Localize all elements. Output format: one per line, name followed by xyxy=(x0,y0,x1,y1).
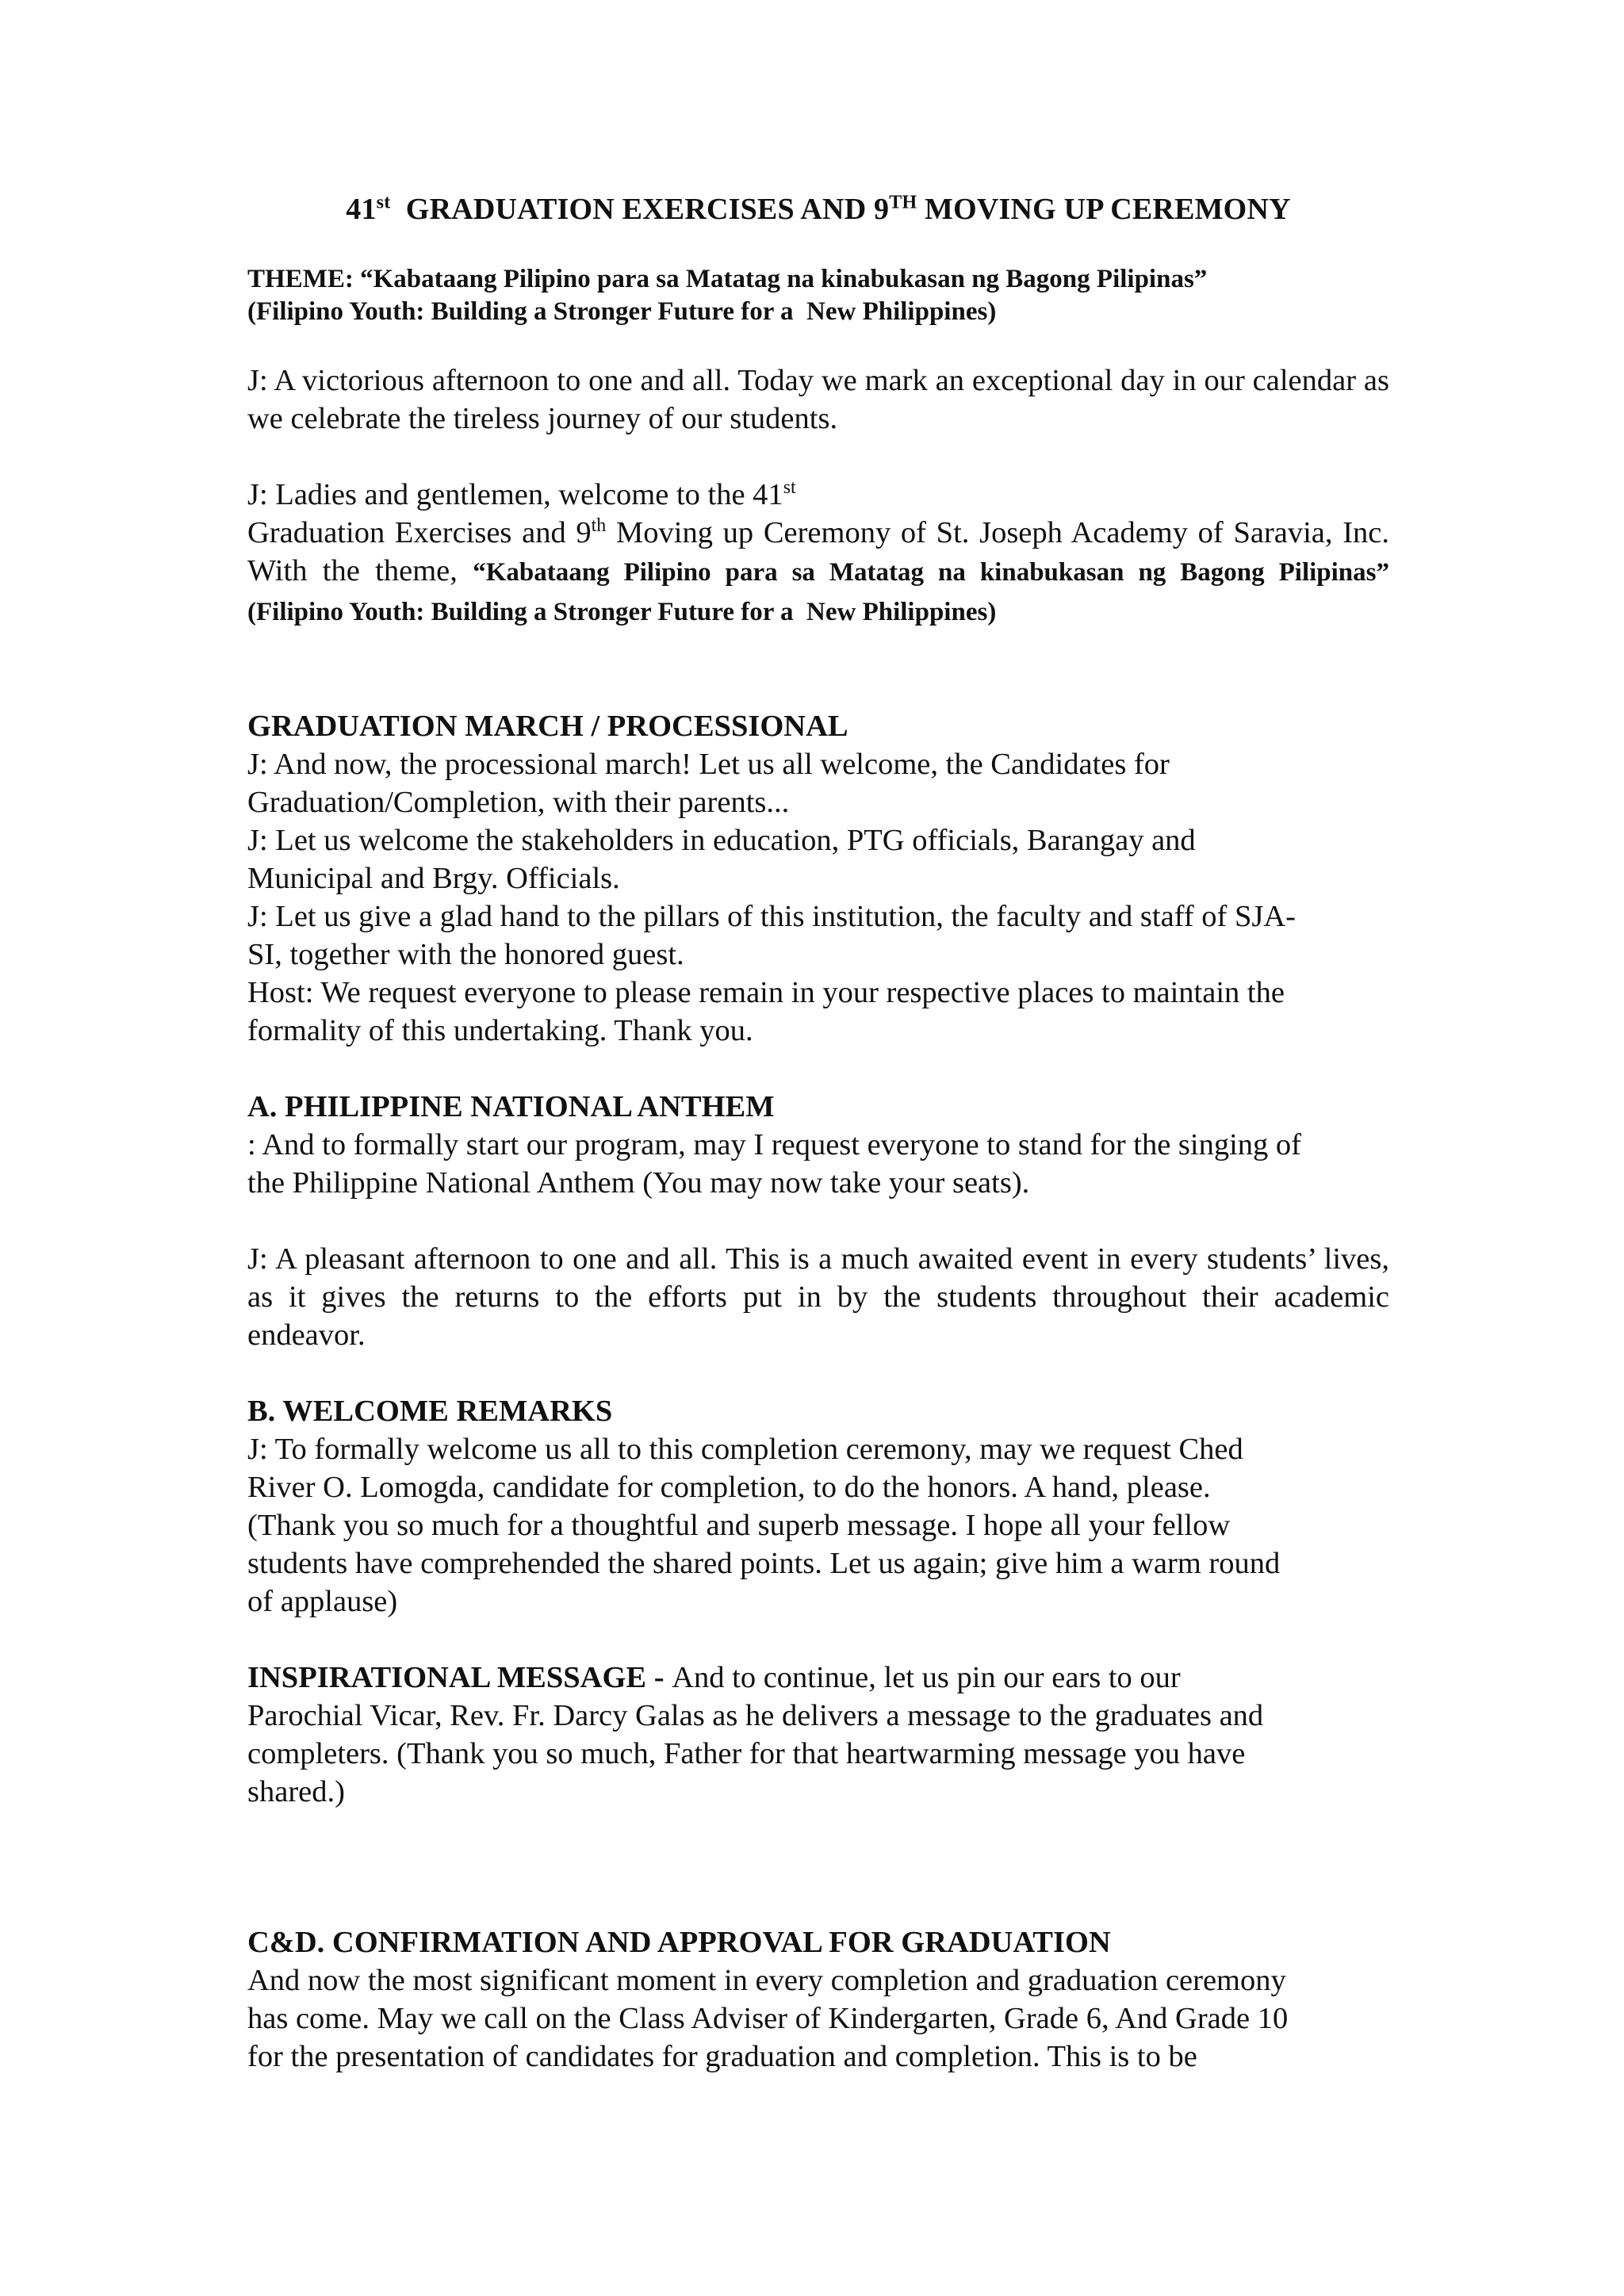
superscript: st xyxy=(783,477,796,499)
processional-line: Host: We request everyone to please remain in your respective places to maintain the xyxy=(247,976,1285,1009)
inspirational-line: completers. (Thank you so much, Father for that heartwarming message you have xyxy=(247,1737,1246,1770)
welcome-paragraph xyxy=(247,514,1396,631)
inspirational-line xyxy=(247,1659,1389,1697)
superscript: th xyxy=(591,515,607,537)
inspirational-line: shared.) xyxy=(247,1775,345,1808)
confirmation-line: And now the most significant moment in every completion and graduation ceremony xyxy=(247,1964,1286,1997)
welcome-line xyxy=(247,476,1389,514)
processional-line: J: And now, the processional march! Let us all welcome, the Candidates for xyxy=(247,748,1170,781)
welcome-text: Graduation Exercises and 9 xyxy=(247,516,592,549)
welcome-remarks-line: (Thank you so much for a thoughtful and superb message. I hope all your fellow xyxy=(247,1509,1231,1542)
welcome-remarks-line: River O. Lomogda, candidate for completion, to do the honors. A hand, please. xyxy=(247,1471,1211,1504)
anthem-paragraph: J: A pleasant afternoon to one and all. This is a much awaited event in every students’ lives, as it gives the returns to the efforts put in by the students throughout their academic endeavor. xyxy=(247,1242,1389,1352)
section-heading-welcome: B. WELCOME REMARKS xyxy=(247,1395,613,1428)
title-superscript: st xyxy=(376,192,391,213)
welcome-remarks-line: J: To formally welcome us all to this completion ceremony, may we request Ched xyxy=(247,1433,1243,1466)
processional-line: SI, together with the honored guest. xyxy=(247,938,684,971)
theme-translation: (Filipino Youth: Building a Stronger Future for a New Philippines) xyxy=(247,297,997,326)
document-title xyxy=(247,190,1389,228)
document-page xyxy=(247,190,1396,2076)
welcome-text: Moving up Ceremony of St. Joseph Academy of Saravia, Inc. With the theme, xyxy=(247,516,1389,587)
title-part: MOVING UP CEREMONY xyxy=(917,193,1291,226)
title-part: GRADUATION EXERCISES AND 9 xyxy=(390,193,890,226)
welcome-remarks-line: of applause) xyxy=(247,1585,398,1618)
section-heading-anthem: A. PHILIPPINE NATIONAL ANTHEM xyxy=(247,1090,775,1123)
section-heading-inspirational: INSPIRATIONAL MESSAGE - xyxy=(247,1661,672,1694)
processional-line: J: Let us give a glad hand to the pillars of this institution, the faculty and staff of SJA- xyxy=(247,900,1296,933)
processional-line: formality of this undertaking. Thank you. xyxy=(247,1014,753,1047)
confirmation-line: for the presentation of candidates for graduation and completion. This is to be xyxy=(247,2040,1197,2073)
processional-line: Municipal and Brgy. Officials. xyxy=(247,862,620,895)
inspirational-line: Parochial Vicar, Rev. Fr. Darcy Galas as he delivers a message to the graduates and xyxy=(247,1699,1264,1732)
title-part: 41 xyxy=(346,193,377,226)
intro-paragraph: J: A victorious afternoon to one and all. Today we mark an exceptional day in our calendar as we celebrate the tireless journey of our students. xyxy=(247,364,1389,435)
confirmation-line: has come. May we call on the Class Adviser of Kindergarten, Grade 6, And Grade 10 xyxy=(247,2002,1289,2035)
welcome-remarks-line: students have comprehended the shared points. Let us again; give him a warm round xyxy=(247,1547,1281,1580)
title-superscript: TH xyxy=(889,192,917,213)
theme-line: THEME: “Kabataang Pilipino para sa Matatag na kinabukasan ng Bagong Pilipinas” xyxy=(247,265,1208,293)
section-heading-confirmation: C&D. CONFIRMATION AND APPROVAL FOR GRADUATION xyxy=(247,1926,1111,1959)
processional-line: J: Let us welcome the stakeholders in education, PTG officials, Barangay and xyxy=(247,824,1196,857)
inspirational-text: And to continue, let us pin our ears to our xyxy=(672,1661,1181,1694)
anthem-line: the Philippine National Anthem (You may now take your seats). xyxy=(247,1166,1030,1200)
processional-line: Graduation/Completion, with their parents... xyxy=(247,786,790,819)
anthem-line: : And to formally start our program, may I request everyone to stand for the singing of xyxy=(247,1128,1302,1161)
theme-inline: “Kabataang Pilipino para sa Matatag na kinabukasan ng Bagong Pilipinas” (Filipino Youth: Building a Stronger Future for a New Philippines) xyxy=(247,558,1396,626)
section-heading-processional: GRADUATION MARCH / PROCESSIONAL xyxy=(247,710,848,743)
welcome-text: J: Ladies and gentlemen, welcome to the 41 xyxy=(247,478,783,511)
